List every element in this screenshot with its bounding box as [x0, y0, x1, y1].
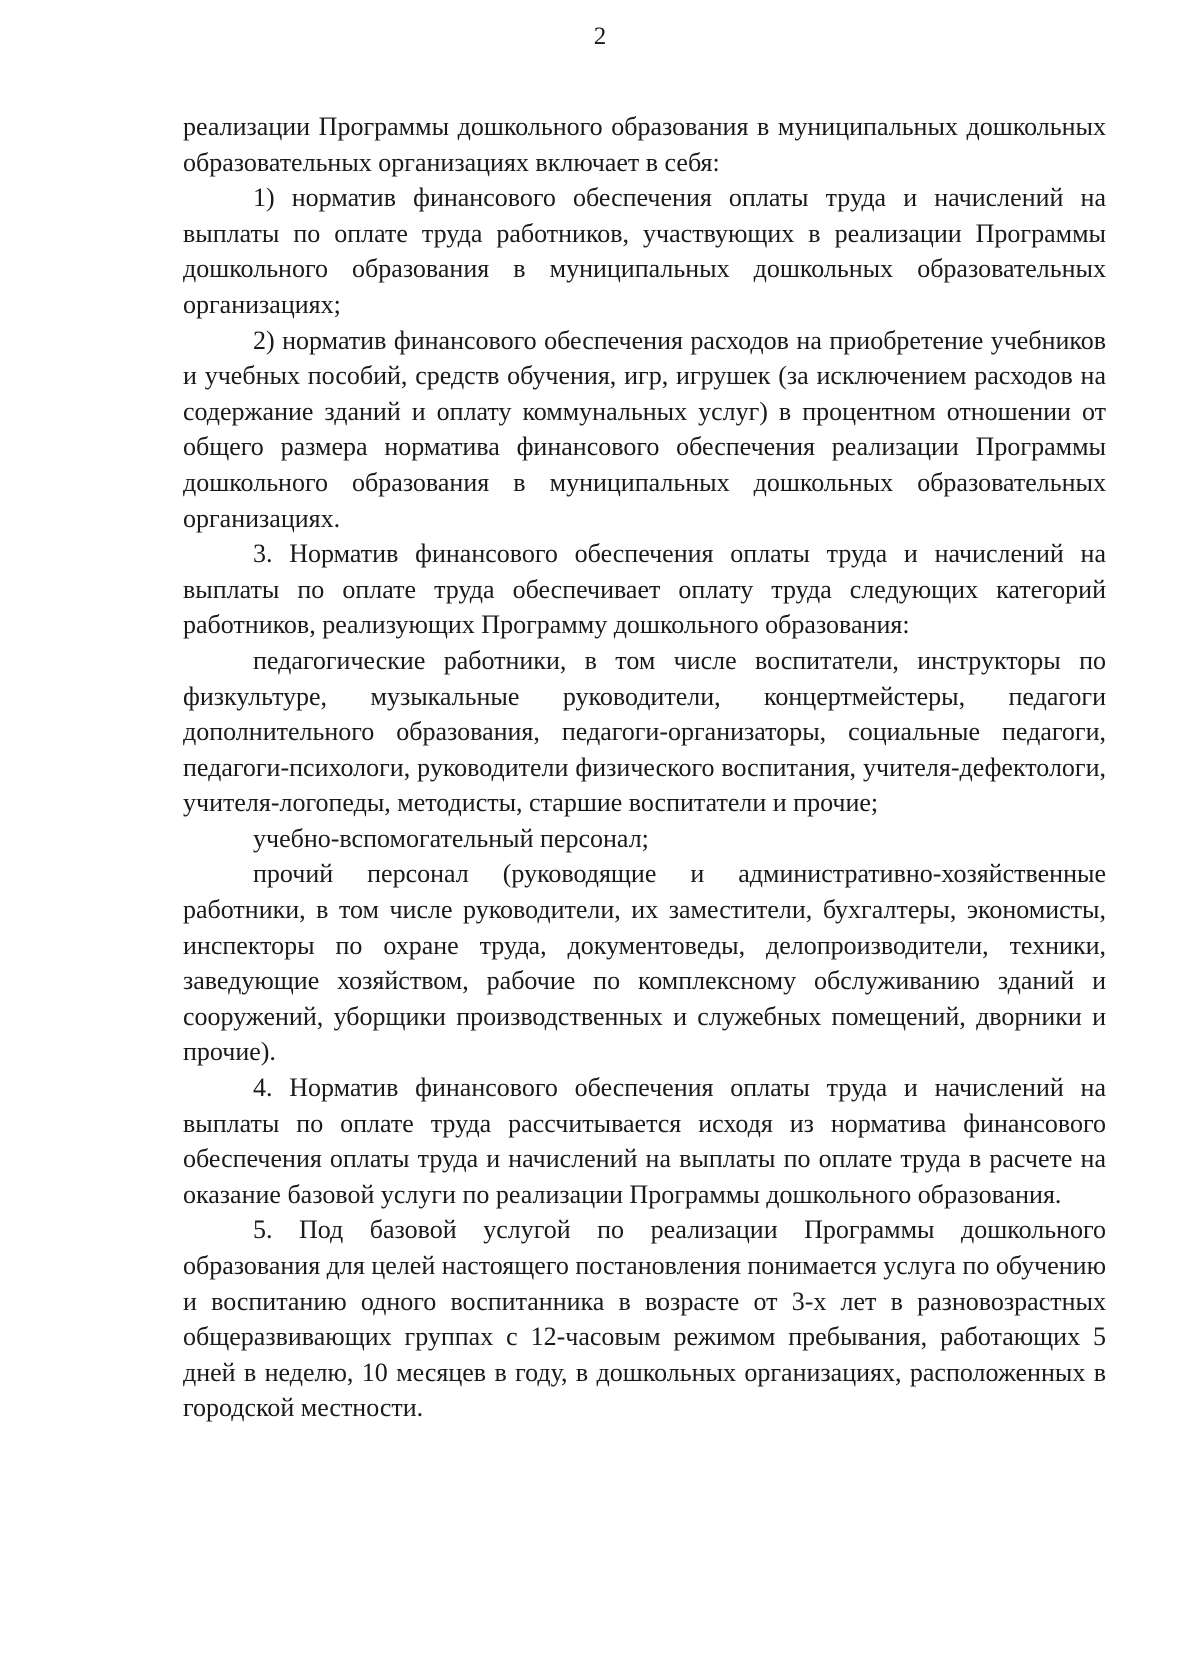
- paragraph-other-staff: прочий персонал (руководящие и административно-хозяйственные работники, в том числе руководители, их заместители, бухгалтеры, экономисты, инспекторы по охране труда, документоведы, делопроизводители, техники, заведующие хозяйством, рабочие по комплексному обслуживанию зданий и сооружений, уборщики производственных и служебных помещений, дворники и прочие).: [183, 859, 1106, 1067]
- paragraph-support-staff: учебно-вспомогательный персонал;: [253, 823, 649, 853]
- paragraph-intro-continuation: реализации Программы дошкольного образования в муниципальных дошкольных образовательных организациях включает в себя:: [183, 112, 1106, 177]
- paragraph-section-5: 5. Под базовой услугой по реализации Программы дошкольного образования для целей настоящего постановления понимается услуга по обучению и воспитанию одного воспитанника в возрасте от 3-х лет в разновозрастных общеразвивающих группах с 12-часовым режимом пребывания, работающих 5 дней в неделю, 10 месяцев в году, в дошкольных организациях, расположенных в городской местности.: [183, 1215, 1106, 1423]
- paragraph-item-1: 1) норматив финансового обеспечения оплаты труда и начислений на выплаты по оплате труда работников, участвующих в реализации Программы дошкольного образования в муниципальных дошкольных образовательных организациях;: [183, 183, 1106, 319]
- paragraph-section-4: 4. Норматив финансового обеспечения оплаты труда и начислений на выплаты по оплате труда рассчитывается исходя из норматива финансового обеспечения оплаты труда и начислений на выплаты по оплате труда в расчете на оказание базовой услуги по реализации Программы дошкольного образования.: [183, 1073, 1106, 1209]
- paragraph-section-3: 3. Норматив финансового обеспечения оплаты труда и начислений на выплаты по оплате труда обеспечивает оплату труда следующих категорий работников, реализующих Программу дошкольного образования:: [183, 539, 1106, 640]
- paragraph-pedagogical-staff: педагогические работники, в том числе воспитатели, инструкторы по физкультуре, музыкальные руководители, концертмейстеры, педагоги дополнительного образования, педагоги-организаторы, социальные педагоги, педагоги-психологи, руководители физического воспитания, учителя-дефектологи, учителя-логопеды, методисты, старшие воспитатели и прочие;: [183, 645, 1106, 818]
- page-number: 2: [593, 23, 607, 50]
- paragraph-item-2: 2) норматив финансового обеспечения расходов на приобретение учебников и учебных пособий, средств обучения, игр, игрушек (за исключением расходов на содержание зданий и оплату коммунальных услуг) в процентном отношении от общего размера норматива финансового обеспечения реализации Программы дошкольного образования в муниципальных дошкольных образовательных организациях.: [183, 325, 1106, 533]
- document-body: [183, 109, 1106, 1426]
